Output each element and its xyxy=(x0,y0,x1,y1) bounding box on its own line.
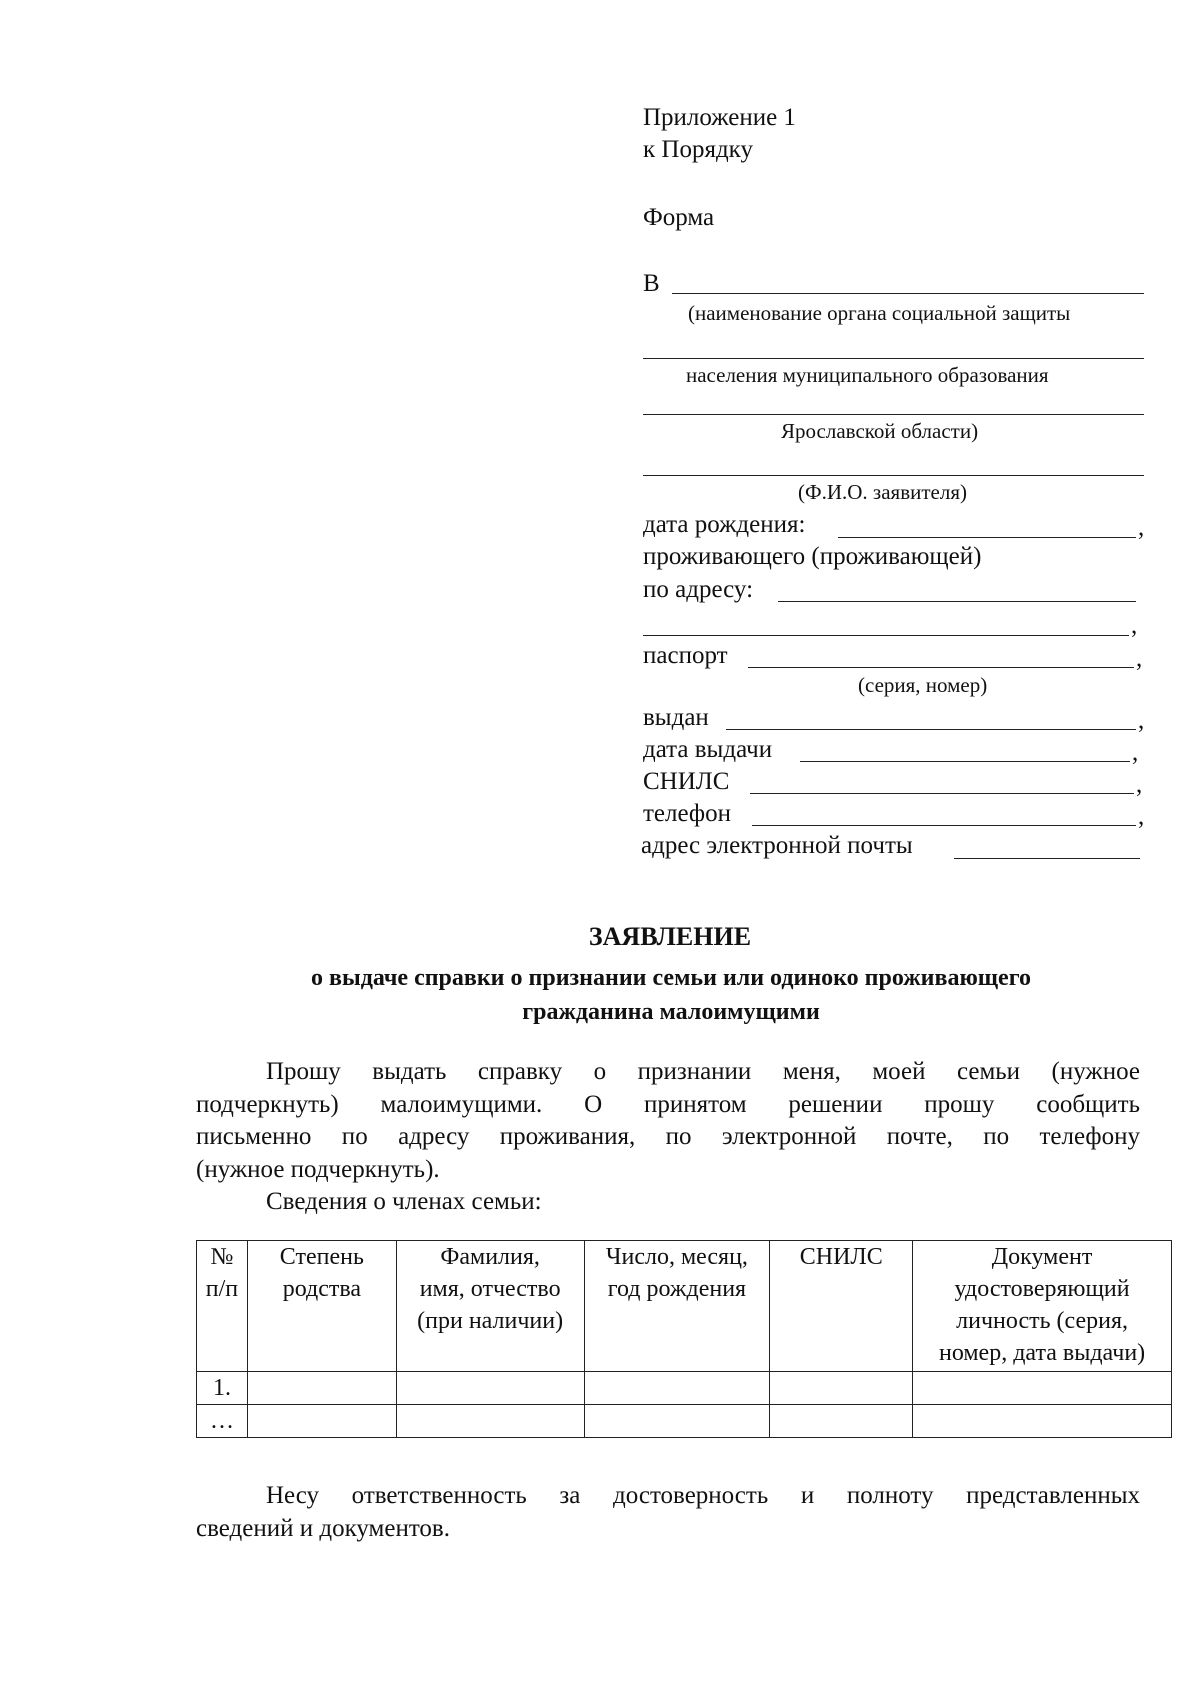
recipient-field-line-3[interactable] xyxy=(643,414,1144,415)
recipient-field-line-1[interactable] xyxy=(672,293,1144,294)
hint-org-1: (наименование органа социальной защиты xyxy=(688,301,1071,325)
appendix-label: Приложение 1 xyxy=(643,104,796,131)
paragraph-line: (нужное подчеркнуть). xyxy=(196,1155,440,1183)
residing-label: проживающего (проживающей) xyxy=(643,543,982,570)
comma: , xyxy=(1136,771,1143,798)
passport-hint: (серия, номер) xyxy=(858,673,988,697)
comma: , xyxy=(1138,514,1145,541)
paragraph-line: письменно по адресу проживания, по электронной почте, по телефону xyxy=(196,1123,1140,1150)
row-number-cell: 1. xyxy=(197,1372,248,1405)
table-cell[interactable] xyxy=(584,1405,770,1438)
header-line: Число, месяц, xyxy=(605,1244,748,1270)
col-header-number xyxy=(197,1241,248,1372)
table-cell[interactable] xyxy=(396,1372,584,1405)
table-header-row xyxy=(197,1241,1172,1372)
address-label: по адресу: xyxy=(643,576,754,603)
comma: , xyxy=(1131,612,1138,639)
birth-date-field[interactable] xyxy=(838,537,1136,538)
table-row xyxy=(197,1405,1172,1438)
header-line: имя, отчество xyxy=(419,1276,561,1302)
address-field-line-1[interactable] xyxy=(778,601,1136,602)
responsibility-paragraph xyxy=(196,1480,1140,1545)
comma: , xyxy=(1132,739,1139,766)
birth-date-label: дата рождения: xyxy=(643,511,806,538)
table-cell[interactable] xyxy=(396,1405,584,1438)
header-line: личность (серия, xyxy=(956,1308,1129,1334)
paragraph-line: Несу ответственность за достоверность и полноту представленных xyxy=(266,1482,1140,1509)
paragraph-line: сведений и документов. xyxy=(196,1514,450,1542)
col-header-relationship xyxy=(247,1241,396,1372)
table-row xyxy=(197,1372,1172,1405)
email-label: адрес электронной почты xyxy=(641,832,913,859)
applicant-name-field[interactable] xyxy=(643,475,1144,476)
comma: , xyxy=(1138,707,1145,734)
request-paragraph xyxy=(196,1056,1140,1219)
document-subtitle-line-1: о выдаче справки о признании семьи или одиноко проживающего xyxy=(311,965,1031,991)
comma: , xyxy=(1136,645,1143,672)
col-header-birth-date xyxy=(584,1241,770,1372)
header-line: п/п xyxy=(205,1276,239,1302)
table-cell[interactable] xyxy=(913,1405,1172,1438)
table-cell[interactable] xyxy=(770,1372,913,1405)
hint-org-2: населения муниципального образования xyxy=(686,363,1049,387)
header-line: родства xyxy=(282,1276,362,1302)
issued-by-field[interactable] xyxy=(726,729,1136,730)
col-header-snils xyxy=(770,1241,913,1372)
table-cell[interactable] xyxy=(247,1405,396,1438)
order-label: к Порядку xyxy=(643,136,753,163)
passport-label: паспорт xyxy=(643,642,728,669)
document-subtitle-line-2: гражданина малоимущими xyxy=(522,999,820,1025)
col-header-id-document xyxy=(913,1241,1172,1372)
table-cell[interactable] xyxy=(770,1405,913,1438)
family-intro: Сведения о членах семьи: xyxy=(266,1188,542,1215)
header-line: номер, дата выдачи) xyxy=(938,1340,1146,1366)
family-members-table xyxy=(196,1240,1172,1438)
row-number-cell: … xyxy=(197,1405,248,1438)
header-line: Степень xyxy=(279,1244,364,1270)
header-line: (при наличии) xyxy=(417,1308,564,1334)
header-line: № xyxy=(210,1244,234,1270)
header-line: СНИЛС xyxy=(799,1244,883,1270)
recipient-field-line-2[interactable] xyxy=(643,358,1144,359)
header-line: удостоверяющий xyxy=(954,1276,1130,1302)
email-field[interactable] xyxy=(954,858,1140,859)
hint-fio: (Ф.И.О. заявителя) xyxy=(798,480,967,504)
snils-field[interactable] xyxy=(750,793,1134,794)
snils-label: СНИЛС xyxy=(643,768,730,795)
table-cell[interactable] xyxy=(913,1372,1172,1405)
paragraph-line: Прошу выдать справку о признании меня, моей семьи (нужное xyxy=(266,1058,1140,1085)
phone-field[interactable] xyxy=(752,825,1136,826)
document-title: ЗАЯВЛЕНИЕ xyxy=(588,922,752,951)
table-cell[interactable] xyxy=(584,1372,770,1405)
form-label: Форма xyxy=(643,204,715,231)
passport-field[interactable] xyxy=(748,667,1134,668)
header-line: Документ xyxy=(991,1244,1093,1270)
issue-date-label: дата выдачи xyxy=(643,736,773,763)
paragraph-line: подчеркнуть) малоимущими. О принятом решении прошу сообщить xyxy=(196,1090,1140,1118)
issue-date-field[interactable] xyxy=(800,761,1130,762)
header-line: Фамилия, xyxy=(440,1244,540,1270)
issued-by-label: выдан xyxy=(643,704,709,731)
hint-org-3: Ярославской области) xyxy=(781,419,979,443)
phone-label: телефон xyxy=(643,800,731,827)
col-header-full-name xyxy=(396,1241,584,1372)
address-field-line-2[interactable] xyxy=(643,635,1129,636)
to-prefix: В xyxy=(643,270,660,297)
header-line: год рождения xyxy=(607,1276,747,1302)
comma: , xyxy=(1138,803,1145,830)
table-cell[interactable] xyxy=(247,1372,396,1405)
